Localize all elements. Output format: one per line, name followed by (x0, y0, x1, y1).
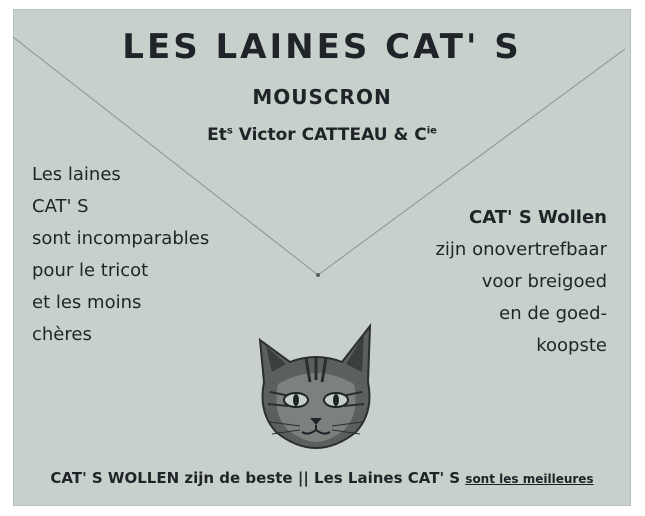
dutch-line: voor breigoed (481, 271, 607, 292)
dutch-line: zijn onovertrefbaar (435, 239, 607, 260)
company-name: Victor CATTEAU & C (238, 125, 427, 145)
french-line: chères (32, 324, 92, 345)
french-slogan (32, 159, 209, 351)
company-prefix: Et (207, 125, 227, 145)
dutch-line: koopste (536, 335, 607, 356)
french-line: et les moins (32, 292, 142, 313)
french-line: sont incomparables (32, 228, 210, 249)
dutch-line: CAT' S Wollen (469, 207, 607, 228)
footer-french-end: sont les meilleures (465, 472, 594, 486)
french-line: pour le tricot (32, 260, 149, 281)
company-suffix-sup: ie (426, 125, 437, 137)
footer-dutch: CAT' S WOLLEN zijn de beste (50, 469, 293, 487)
footer-french: Les Laines CAT' S (314, 469, 461, 487)
cat-head-icon (256, 322, 376, 450)
brand-title: LES LAINES CAT' S (122, 27, 522, 67)
footer-slogan (13, 469, 631, 487)
footer-separator: || (297, 469, 309, 487)
company-prefix-sup: s (226, 125, 233, 137)
company-line (13, 125, 631, 145)
dutch-line: en de goed- (499, 303, 607, 324)
dutch-slogan (435, 202, 607, 362)
french-line: CAT' S (32, 196, 89, 217)
french-line: Les laines (32, 164, 121, 185)
city-name: MOUSCRON (252, 85, 392, 109)
envelope-back (13, 9, 631, 506)
